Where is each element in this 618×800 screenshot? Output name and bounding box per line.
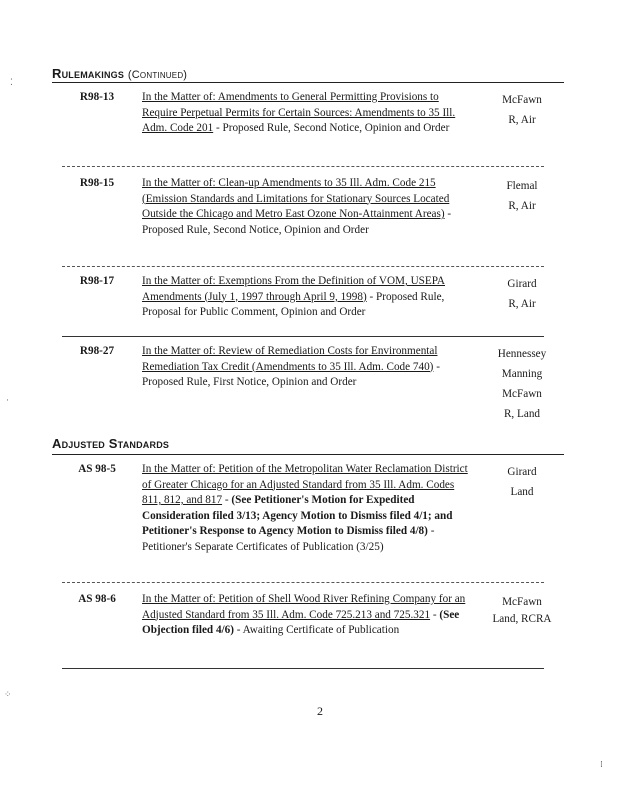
section-rule [52, 454, 564, 455]
section-heading-suffix: (Continued) [127, 69, 188, 81]
docket-number: R98-13 [79, 91, 115, 103]
entry-title: In the Matter of: Amendments to General Permitting Provisions to Require Perpetual Permits for Certain Sources: Amendments to 35 Ill. Adm. Code 201 [142, 91, 456, 134]
entry-filing-note: (See Objection filed 4/6) [142, 608, 460, 636]
entry-filing-note: (See Petitioner's Motion for Expedited Consideration filed 3/13; Agency Motion to Dismiss filed 4/1; and Petitioner's Response to Agency Motion to Dismiss filed 4/8) [142, 494, 453, 537]
section-heading-text: Rulemakings [52, 66, 125, 81]
entry-status: - Proposed Rule, Proposal for Public Comment, Opinion and Order [142, 290, 445, 318]
entry-status-tail: - Petitioner's Separate Certificates of Publication (3/25) [142, 525, 435, 553]
entry-title: In the Matter of: Petition of the Metropolitan Water Reclamation District of Greater Chicago for an Adjusted Standard from 35 Ill. Adm. Codes 811, 812, and 817 [142, 463, 468, 506]
assignee-name: Girard [507, 278, 537, 290]
entry-description [142, 90, 472, 137]
entry-status: - [430, 608, 440, 621]
docket-number: AS 98-6 [78, 593, 116, 605]
entry-description [142, 462, 472, 555]
page-number: 2 [317, 704, 323, 718]
entry-title: In the Matter of: Exemptions From the Definition of VOM, USEPA Amendments (July 1, 1997 through April 9, 1998) [142, 275, 445, 303]
entry-title: In the Matter of: Petition of Shell Wood River Refining Company for an Adjusted Standard from 35 Ill. Adm. Code 725.213 and 725.321 [142, 593, 466, 621]
entry-divider [62, 668, 544, 669]
assignee-name: R, Air [508, 298, 536, 310]
assignee-name: R, Land [503, 408, 541, 420]
entry-description [142, 274, 472, 321]
entry-assignees [482, 462, 562, 502]
docket-number: R98-15 [79, 177, 115, 189]
assignee-name: Land [510, 486, 534, 498]
entry-divider [62, 336, 544, 337]
entry-status: - Proposed Rule, First Notice, Opinion and Order [142, 360, 440, 388]
section-heading-text: Adjusted Standards [52, 436, 170, 451]
entry-status: - Proposed Rule, Second Notice, Opinion and Order [213, 122, 450, 134]
scan-speck: ⁞ [600, 760, 603, 770]
docket-number: R98-27 [79, 345, 115, 357]
entry-divider [62, 166, 544, 167]
entry-assignees [482, 176, 562, 216]
section-rule [52, 82, 564, 83]
entry-description [142, 176, 472, 238]
assignee-name: R, Air [508, 114, 536, 126]
scan-speck: ⁘ [4, 690, 12, 700]
assignee-name: Hennessey [497, 348, 547, 360]
scan-speck: ⁚ [10, 78, 13, 88]
entry-description [142, 592, 472, 639]
entry-title: In the Matter of: Clean-up Amendments to 35 Ill. Adm. Code 215 (Emission Standards and Limitations for Stationary Sources Located Outside the Chicago and Metro East Ozone Non-Attainment Areas) [142, 177, 450, 220]
entry-title: In the Matter of: Review of Remediation Costs for Environmental Remediation Tax Credit (Amendments to 35 Ill. Adm. Code 740) [142, 345, 438, 373]
entry-assignees [482, 592, 562, 626]
entry-status: - Proposed Rule, Second Notice, Opinion and Order [142, 208, 452, 236]
section-heading-adjusted-standards [52, 436, 169, 451]
entry-description [142, 344, 472, 391]
entry-divider [62, 266, 544, 267]
assignee-name: R, Air [508, 200, 536, 212]
entry-status-tail: - Awaiting Certificate of Publication [233, 624, 400, 636]
assignee-name: McFawn [502, 596, 542, 608]
assignee-name: Land, RCRA [492, 613, 552, 625]
docket-number: R98-17 [79, 275, 115, 287]
entry-assignees [482, 90, 562, 130]
assignee-name: Manning [501, 368, 543, 380]
assignee-name: Flemal [506, 180, 538, 192]
assignee-name: Girard [507, 466, 537, 478]
entry-divider [62, 582, 544, 583]
assignee-name: McFawn [502, 94, 542, 106]
assignee-name: McFawn [502, 388, 542, 400]
docket-number: AS 98-5 [78, 463, 116, 475]
scan-speck: · [6, 396, 9, 406]
entry-status: - [222, 494, 232, 506]
entry-assignees [482, 274, 562, 314]
section-heading-rulemakings [52, 66, 187, 81]
entry-assignees [482, 344, 562, 424]
